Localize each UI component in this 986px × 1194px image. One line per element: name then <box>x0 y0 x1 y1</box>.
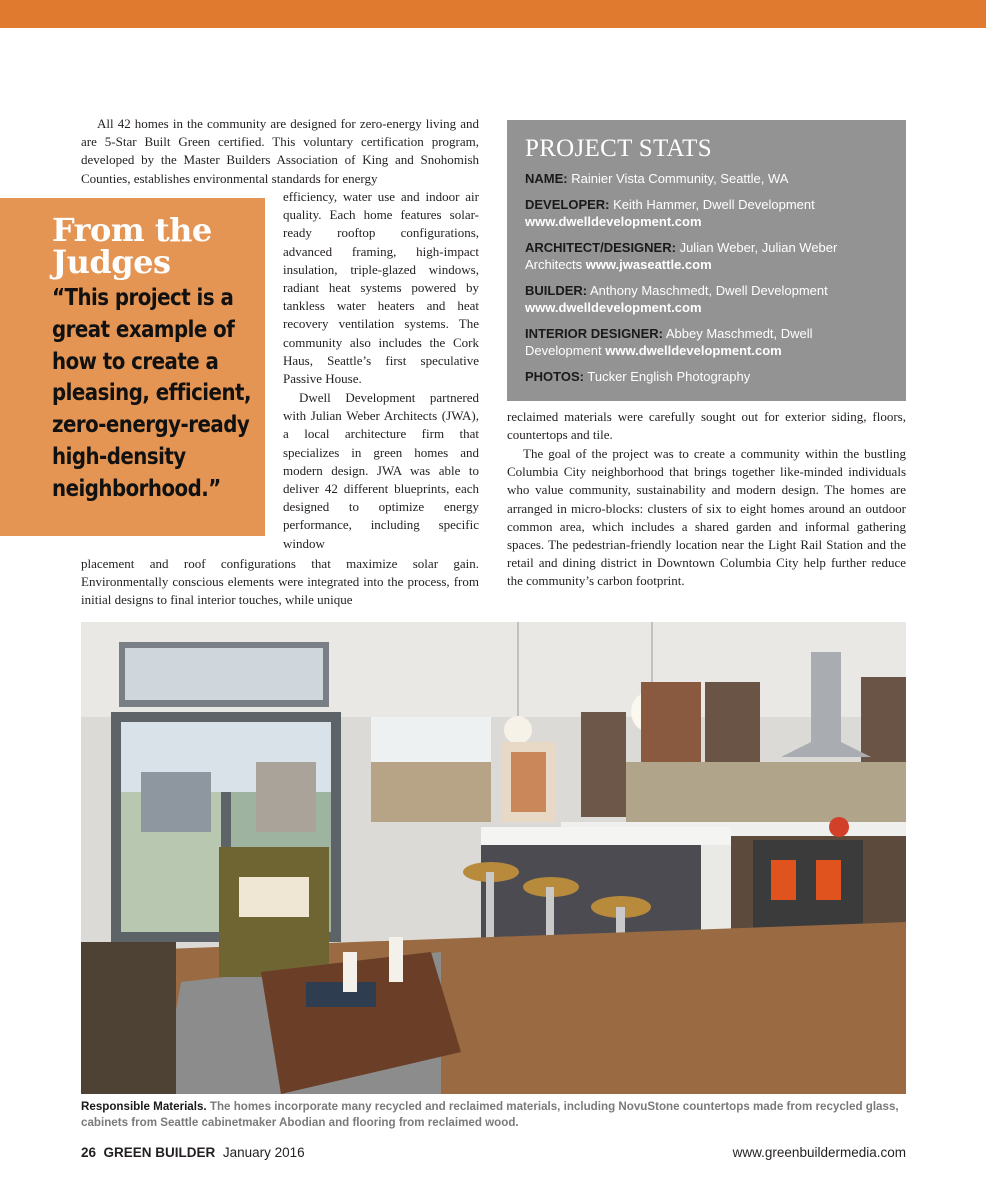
magazine-name: GREEN BUILDER <box>103 1145 216 1160</box>
judges-quote: “This project is a great example of how to create a pleasing, efficient, zero-energy-ready high-density neighborhood.” <box>52 285 251 502</box>
kitchen-photo <box>81 622 906 1094</box>
stats-row-name <box>525 170 888 188</box>
stats-row-photos <box>525 368 888 386</box>
stats-value: Abbey Maschmedt, Dwell Development <box>525 325 813 358</box>
stats-label: INTERIOR DESIGNER: <box>525 325 663 341</box>
paragraph-3: The goal of the project was to create a community within the bustling Columbia City neighborhood that brings together like-minded individuals who value community, sustainability and modern design. The homes are arranged in micro-blocks: clusters of six to eight homes around an outdoor common area, which includes a shared garden and informal gathering spaces. The pedestrian-friendly location near the Light Rail Station and the retail and dining district in Downtown Columbia City help further reduce the community’s carbon footprint. <box>507 446 906 589</box>
stats-label: ARCHITECT/DESIGNER: <box>525 239 676 255</box>
stats-value: Anthony Maschmedt, Dwell Development <box>590 282 828 298</box>
page-number: 26 <box>81 1145 97 1160</box>
paragraph-2a: Dwell Development partnered with Julian Weber Architects (JWA), a local architecture firm that specializes in green homes and modern design. JWA was able to deliver 42 different blueprints, each designed to optimize energy performance, including specific window <box>283 390 479 551</box>
photo-caption <box>81 1099 911 1131</box>
caption-lead: Responsible Materials. <box>81 1100 207 1113</box>
stats-url[interactable]: www.jwaseattle.com <box>585 257 712 272</box>
stats-title: PROJECT STATS <box>525 135 712 162</box>
caption-text: The homes incorporate many recycled and reclaimed materials, including NovuStone countertops made from recycled glass, cabinets from Seattle cabinetmaker Abodian and flooring from reclaimed wood. <box>81 1100 899 1129</box>
judges-callout <box>0 198 265 536</box>
stats-url[interactable]: www.dwelldevelopment.com <box>525 214 702 229</box>
stats-label: NAME: <box>525 171 568 186</box>
stats-url[interactable]: www.dwelldevelopment.com <box>605 343 782 358</box>
stats-url[interactable]: www.dwelldevelopment.com <box>525 300 702 315</box>
footer-folio <box>81 1145 305 1160</box>
stats-value: Tucker English Photography <box>587 368 751 384</box>
judges-heading: From the Judges <box>52 211 212 281</box>
stats-row-architect <box>525 239 888 274</box>
paragraph-1a: All 42 homes in the community are designed for zero-energy living and are 5-Star Built Green certified. This voluntary certification program, developed by the Master Builders Association of King and Snohomish Counties, establishes environmental standards for energy <box>81 116 479 186</box>
stats-label: PHOTOS: <box>525 368 584 384</box>
stats-value: Rainier Vista Community, Seattle, WA <box>571 171 789 186</box>
issue-date: January 2016 <box>222 1145 305 1160</box>
paragraph-1b: efficiency, water use and indoor air quality. Each home features solar-ready rooftop configurations, advanced framing, high-impact insulation, triple-glazed windows, radiant heat systems powered by tankless water heaters and heat recovery ventilation systems. The community also includes the Cork Haus, Seattle’s first speculative Passive House. <box>283 189 479 387</box>
stats-value: Julian Weber, Julian Weber Architects <box>525 239 838 272</box>
footer-website[interactable]: www.greenbuildermedia.com <box>732 1145 906 1160</box>
stats-label: BUILDER: <box>525 282 588 298</box>
stats-row-interior-designer <box>525 325 888 360</box>
stats-value: Keith Hammer, Dwell Development <box>613 196 815 212</box>
project-stats-box <box>507 120 906 401</box>
paragraph-2b: placement and roof configurations that maximize solar gain. Environmentally conscious elements were integrated into the process, from initial designs to final interior touches, while unique <box>81 556 479 608</box>
stats-row-developer <box>525 196 888 231</box>
paragraph-2c: reclaimed materials were carefully sought out for exterior siding, floors, countertops and tile. <box>507 409 906 443</box>
top-color-bar <box>0 0 986 28</box>
stats-label: DEVELOPER: <box>525 196 610 212</box>
stats-row-builder <box>525 282 888 317</box>
